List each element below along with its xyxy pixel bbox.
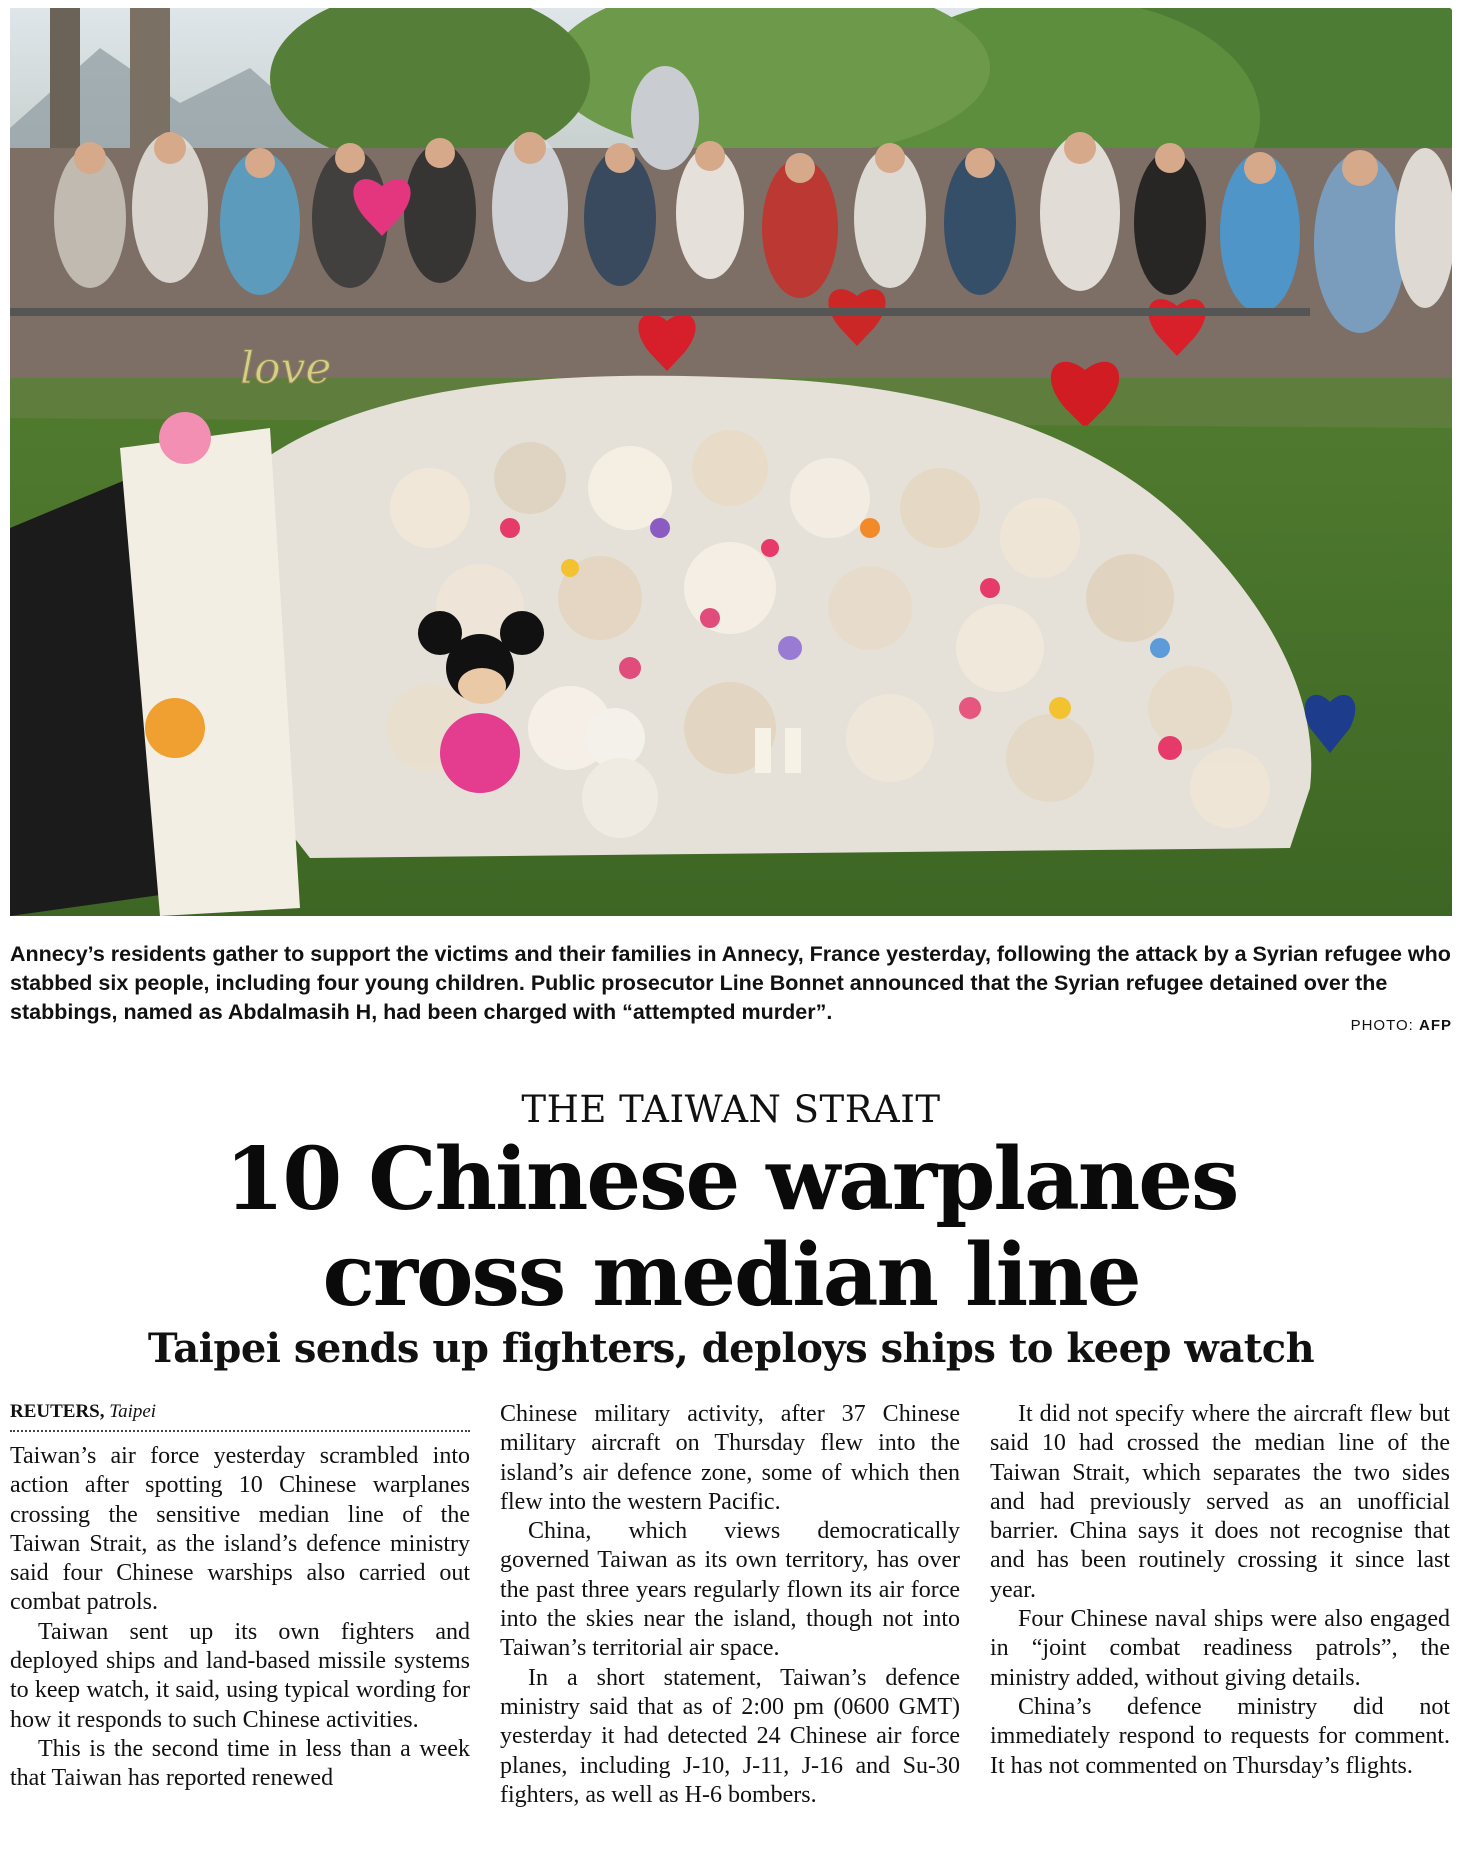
dateline bbox=[10, 1400, 470, 1432]
photo-credit bbox=[1351, 1017, 1452, 1034]
photo-credit-label: PHOTO: bbox=[1350, 1017, 1414, 1034]
memorial-photo bbox=[10, 8, 1452, 916]
memorial-photo-illustration bbox=[10, 8, 1452, 916]
headline bbox=[0, 1129, 1462, 1326]
paragraph: Taiwan sent up its own fighters and deployed ships and land-based missile systems to keep watch, it said, using typical wording for how it responds to such Chinese activities. bbox=[10, 1618, 470, 1733]
paragraph: In a short statement, Taiwan’s defence ministry said that as of 2:00 pm (0600 GMT) yesterday it had detected 24 Chinese air force planes, including J-10, J-11, J-16 and Su-30 fighters, as well as H-6 bombers. bbox=[500, 1664, 960, 1808]
paragraph: Chinese military activity, after 37 Chinese military aircraft on Thursday flew into the island’s air defence zone, some of which then flew into the western Pacific. bbox=[500, 1401, 960, 1515]
agency-name: REUTERS, bbox=[10, 1401, 105, 1422]
paragraph: This is the second time in less than a week that Taiwan has reported renewed bbox=[10, 1735, 470, 1792]
paragraph: Four Chinese naval ships were also engaged in “joint combat readiness patrols”, the ministry added, without giving details. bbox=[990, 1606, 1450, 1691]
column-1 bbox=[10, 1400, 470, 1794]
column-3 bbox=[990, 1400, 1450, 1781]
column-2 bbox=[500, 1400, 960, 1810]
headline-line-2: cross median line bbox=[322, 1225, 1140, 1326]
dateline-place: Taipei bbox=[109, 1401, 157, 1422]
article-body bbox=[10, 1400, 1452, 1845]
paragraph: China, which views democratically governed Taiwan as its own territory, has over the past three years regularly flown its air force into the skies near the island, though not into Taiwan’s territorial air space. bbox=[500, 1518, 960, 1662]
paragraph: It did not specify where the aircraft flew but said 10 had crossed the median line of the Taiwan Strait, which separates the two sides and had previously served as an unofficial barrier. China says it does not recognise that and has been routinely crossing it since last year. bbox=[990, 1401, 1450, 1603]
subheadline: Taipei sends up fighters, deploys ships to keep watch bbox=[147, 1325, 1315, 1372]
paragraph: Taiwan’s air force yesterday scrambled into action after spotting 10 Chinese warplanes crossing the sensitive median line of the Taiwan Strait, as the island’s defence ministry said four Chinese warships also carried out combat patrols. bbox=[10, 1443, 470, 1616]
headline-line-1: 10 Chinese warplanes bbox=[224, 1129, 1238, 1230]
photo-credit-source: AFP bbox=[1419, 1017, 1452, 1034]
love-balloon: love bbox=[240, 343, 332, 394]
photo-caption: Annecy’s residents gather to support the victims and their families in Annecy, France yesterday, following the attack by a Syrian refugee who stabbed six people, including four young children. Public prosecutor Line Bonnet announced that the Syrian refugee detained over the stabbings, named as Abdalmasih H, had been charged with “attempted murder”. bbox=[10, 942, 1451, 1024]
section-kicker: THE TAIWAN STRAIT bbox=[521, 1088, 941, 1131]
paragraph: China’s defence ministry did not immediately respond to requests for comment. It has not commented on Thursday’s flights. bbox=[990, 1693, 1450, 1779]
